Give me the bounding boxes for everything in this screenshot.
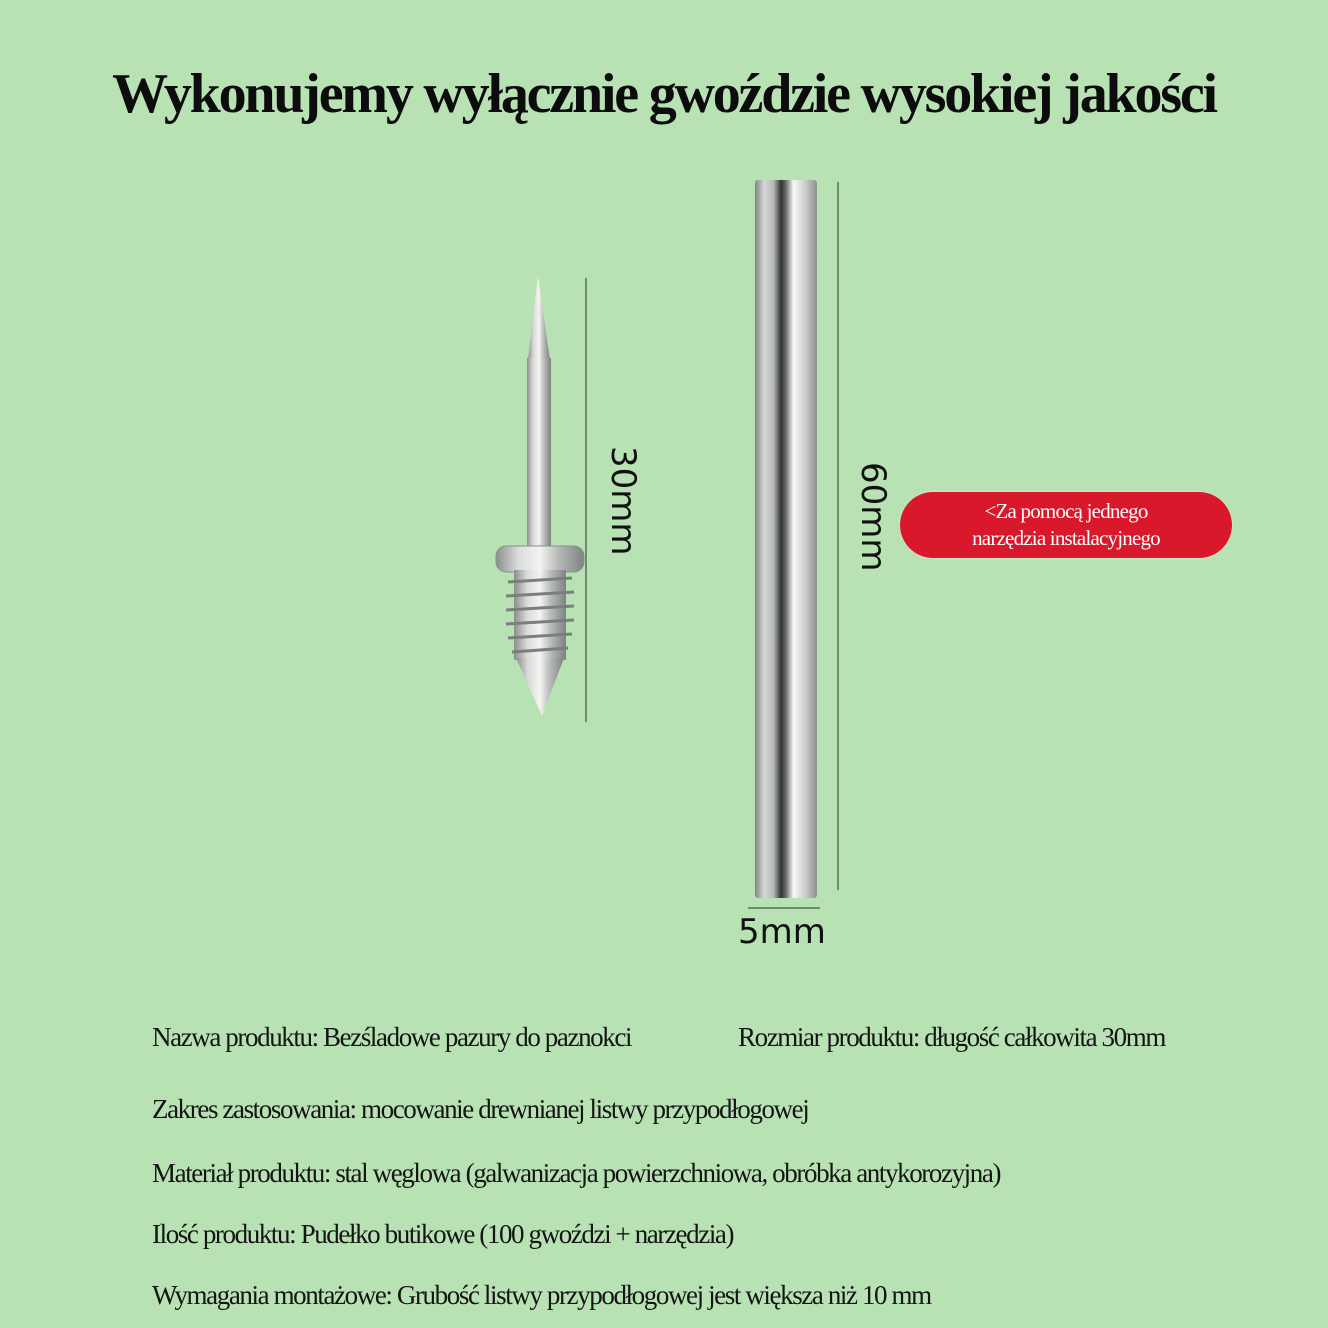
- spec-material: Materiał produktu: stal węglowa (galwanizacja powierzchniowa, obróbka antykorozyjna): [152, 1158, 1001, 1188]
- rod-icon: [755, 180, 817, 900]
- rod-length-dimension-line: [837, 182, 839, 890]
- rod-diameter-label: 5mm: [738, 912, 826, 952]
- nail-length-label: 30mm: [603, 446, 643, 556]
- badge-line-1: <Za pomocą jednego: [984, 499, 1148, 523]
- spec-quantity: Ilość produktu: Pudełko butikowe (100 gwoździ + narzędzia): [152, 1219, 734, 1249]
- rod-length-label: 60mm: [853, 462, 893, 572]
- badge-line-2: narzędzia instalacyjnego: [972, 526, 1160, 550]
- spec-installation-requirements: Wymagania montażowe: Grubość listwy przypodłogowej jest większa niż 10 mm: [152, 1280, 931, 1310]
- nail-image: [490, 270, 600, 720]
- spec-product-name: Nazwa produktu: Bezśladowe pazury do paznokci: [152, 1022, 632, 1052]
- rod-image: [755, 180, 817, 900]
- page-title: Wykonujemy wyłącznie gwoździe wysokiej jakości: [112, 63, 1216, 125]
- installation-tool-badge: [900, 492, 1232, 558]
- nail-icon: [490, 270, 600, 720]
- spec-product-size: Rozmiar produktu: długość całkowita 30mm: [738, 1022, 1165, 1052]
- spec-application-scope: Zakres zastosowania: mocowanie drewnianej listwy przypodłogowej: [152, 1094, 809, 1124]
- rod-diameter-dimension-line: [748, 907, 820, 909]
- nail-dimension-line: [585, 278, 587, 722]
